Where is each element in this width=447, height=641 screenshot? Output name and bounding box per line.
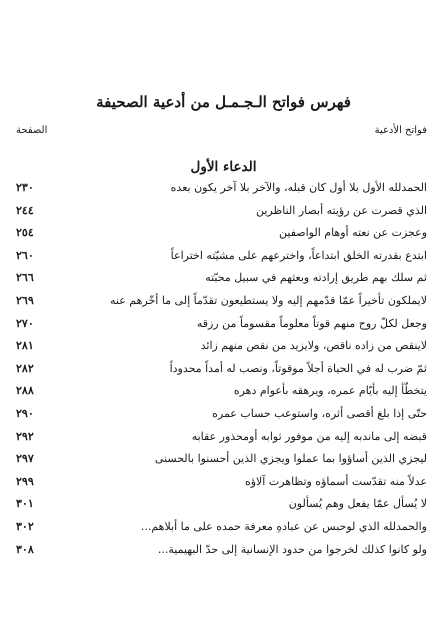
index-row bbox=[14, 380, 427, 403]
index-row bbox=[14, 177, 427, 200]
page-number: ٢٦٠ bbox=[16, 248, 34, 262]
page-number: ٢٩٩ bbox=[16, 474, 34, 488]
entry-text: وعجزت عن نعته أوهام الواصفين bbox=[279, 226, 427, 240]
entry-text: لا يُسأل عمّا يفعل وهم يُسألون bbox=[288, 497, 427, 511]
entry-text: ثم سلك بهم طريق إرادته وبعثهم في سبيل محبّته bbox=[205, 271, 427, 285]
index-row bbox=[14, 516, 427, 539]
index-row bbox=[14, 358, 427, 381]
section-heading: الدعاء الأول bbox=[190, 159, 257, 175]
entry-text: قبضه إلى ماندبه إليه من موفور ثوابه أومحذور عقابه bbox=[191, 429, 427, 443]
entry-text: ليجزي الذين أساؤوا بما عملوا ويجزي الذين أحسنوا بالحسنى bbox=[154, 452, 427, 466]
index-row bbox=[14, 222, 427, 245]
entry-text: ابتدع بقدرته الخلق ابتداعاً، واخترعهم على مشيّته اختراعاً bbox=[170, 248, 427, 262]
column-header-openings: فواتح الأدعية bbox=[374, 125, 427, 136]
index-list bbox=[14, 177, 427, 561]
page-number: ٢٨١ bbox=[16, 339, 34, 353]
index-row bbox=[14, 448, 427, 471]
column-header-page: الصفحة bbox=[16, 125, 48, 136]
entry-text: والحمدلله الذي لوحبس عن عبادهِ معرفة حمده على ما أبلاهم... bbox=[140, 519, 427, 533]
index-row bbox=[14, 200, 427, 223]
index-row bbox=[14, 313, 427, 336]
index-row bbox=[14, 539, 427, 562]
page-number: ٢٩٧ bbox=[16, 452, 34, 466]
entry-text: لايملكون تأخيراً عمّا قدّمهم إليه ولا يستطيعون تقدّماً إلى ما أخّرهم عنه bbox=[110, 293, 427, 307]
entry-text: ثمّ ضرب له في الحياة أجلاً موقوتاً، ونصب له أمداً محدوداً bbox=[169, 361, 427, 375]
page-number: ٣٠٨ bbox=[16, 542, 34, 556]
index-row bbox=[14, 245, 427, 268]
entry-text: ولو كانوا كذلك لخرجوا من حدود الإنسانية إلى حدّ البهيمية... bbox=[157, 542, 427, 556]
index-row bbox=[14, 403, 427, 426]
page-number: ٢٦٩ bbox=[16, 293, 34, 307]
page-number: ٢٨٨ bbox=[16, 384, 34, 398]
index-row bbox=[14, 471, 427, 494]
entry-text: وجعل لكلّ روح منهم قوتاً معلوماً مقسوماً من رزقه bbox=[196, 316, 427, 330]
entry-text: حتّى إذا بلغ أقصى أثره، واستوعب حساب عمره bbox=[212, 406, 427, 420]
entry-text: الذي قصرت عن رؤيته أبصار الناظرين bbox=[256, 203, 427, 217]
page-number: ٣٠٢ bbox=[16, 519, 34, 533]
page-number: ٢٦٦ bbox=[16, 271, 34, 285]
index-row bbox=[14, 267, 427, 290]
index-row bbox=[14, 290, 427, 313]
page-number: ٢٧٠ bbox=[16, 316, 34, 330]
page-number: ٣٠١ bbox=[16, 497, 34, 511]
index-row bbox=[14, 335, 427, 358]
page-number: ٢٥٤ bbox=[16, 226, 34, 240]
page-number: ٢٩٢ bbox=[16, 429, 34, 443]
page-number: ٢٣٠ bbox=[16, 181, 34, 194]
index-row bbox=[14, 426, 427, 449]
entry-text: عدلاً منه تقدّست أسماؤه وتظاهرت آلاؤه bbox=[244, 474, 427, 488]
page-number: ٢٨٢ bbox=[16, 361, 34, 375]
entry-text: الحمدلله الأول بلا أول كان قبله، والآخر بلا آخر يكون بعده bbox=[170, 181, 427, 194]
page-title: فهرس فواتح الـجـمـل من أدعية الصحيفة bbox=[96, 93, 351, 111]
page-number: ٢٩٠ bbox=[16, 406, 34, 420]
entry-text: لاينقص من زاده ناقص، ولايزيد من نقص منهم زائد bbox=[200, 339, 427, 353]
page-number: ٢٤٤ bbox=[16, 203, 34, 217]
index-row bbox=[14, 493, 427, 516]
entry-text: يتخطّأ إليه بأيّام عمره، ويرهقه بأعوام دهره bbox=[233, 384, 427, 398]
